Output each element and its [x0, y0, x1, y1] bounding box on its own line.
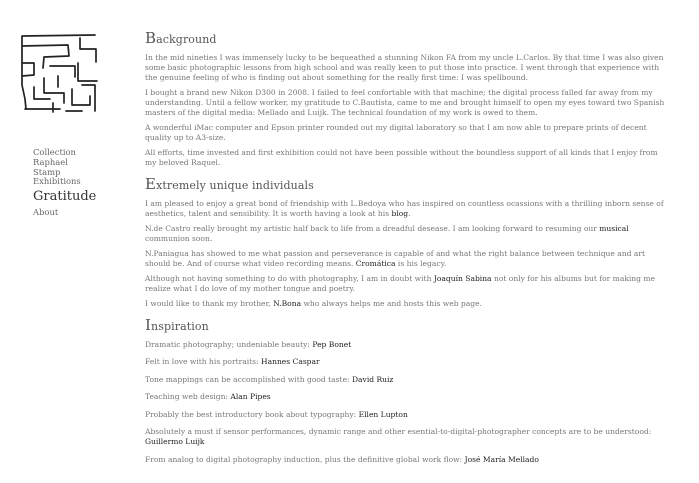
inspiration-heading [145, 316, 665, 334]
individuals-section [145, 175, 665, 309]
nav-item-raphael[interactable]: Raphael [33, 156, 68, 167]
nav-item-collection[interactable]: Collection [33, 147, 76, 157]
inspiration-section [145, 316, 665, 465]
individuals-paragraph-5 [145, 299, 665, 309]
individuals-paragraph-4 [145, 274, 665, 294]
inspiration-item-text: Tone mappings can be accomplished with good taste: [145, 374, 352, 384]
hannes-caspar-link[interactable]: Hannes Caspar [261, 357, 320, 367]
inspiration-heading-rest: nspiration [151, 319, 209, 333]
individuals-p2-text: N.de Castro really brought my artistic half back to life from a dreadful desease. I am looking forward to resuming our [145, 223, 600, 233]
inspiration-item-text: Teaching web design: [145, 392, 231, 402]
individuals-p5-text: I would like to thank my brother, [145, 298, 274, 308]
individuals-p1-text: I am pleased to enjoy a great bond of friendship with L.Bedoya who has inspired on countless ocassions with a thrilling inborn sense of aesthetics, talent and sensibility. It is worth having a look at his [145, 198, 664, 218]
individuals-p4-end: not only for his albums but for making me realize what I do love of my mother tongue and poetry. [145, 273, 656, 293]
david-ruiz-link[interactable]: David Ruiz [352, 374, 394, 384]
inspiration-item-text: From analog to digital photography induction, plus the definitive global work flow: [145, 454, 465, 464]
inspiration-item [145, 392, 665, 402]
background-section [145, 29, 665, 168]
site-logo[interactable] [20, 33, 98, 113]
individuals-paragraph-1 [145, 199, 665, 219]
individuals-p1-end: . [408, 208, 411, 218]
inspiration-item [145, 455, 665, 465]
background-heading [145, 29, 665, 47]
inspiration-item-text: Felt in love with his portraits: [145, 357, 261, 367]
nav-item-exhibitions[interactable]: Exhibitions [33, 176, 81, 187]
inspiration-heading-initial: I [145, 315, 152, 334]
inspiration-item [145, 375, 665, 385]
inspiration-item [145, 357, 665, 367]
individuals-p2-end: communion soon. [145, 233, 213, 243]
main-nav [33, 148, 133, 218]
alan-pipes-link[interactable]: Alan Pipes [230, 392, 271, 402]
background-paragraph-2: I bought a brand new Nikon D300 in 2008. I failed to feel confortable with that machine; the digital process falled far away from my understanding. Until a fellow worker, my gratitude to C.Bautista, came to me and brought himself to open my eyes toward two Spanish masters of the digital media: Mellado and Luijk. The technical foundation of my work is owed to them. [145, 87, 665, 117]
pep-bonet-link[interactable]: Pep Bonet [312, 339, 352, 349]
guillermo-luijk-link[interactable]: Guillermo Luijk [145, 437, 205, 447]
joaquin-sabina-link[interactable]: Joaquín Sabina [433, 273, 492, 283]
cromatica-link[interactable]: Cromática [355, 258, 396, 268]
background-paragraph-1: In the mid nineties I was immensely lucky to be bequeathed a stunning Nikon FA from my uncle L.Carlos. By that time I was also given some basic photographic lessons from high school and was really keen to put those into practice. I went through that experience with the genuine feeling of who is finding out about something for the really first time: I was spellbound. [145, 53, 664, 82]
inspiration-item-text: Absolutely a must if sensor performances, dynamic range and other esential-to-digital-photographer concepts are to be understood: [145, 427, 652, 437]
background-paragraph-4: All efforts, time invested and first exhibition could not have been possible without the boundless support of all kinds that I enjoy from my beloved Raquel. [145, 147, 658, 167]
individuals-p3-end: is his legacy. [395, 258, 447, 268]
background-heading-initial: B [145, 29, 157, 47]
inspiration-item [145, 410, 665, 420]
site-logo-icon [20, 33, 98, 113]
ellen-lupton-link[interactable]: Ellen Lupton [358, 409, 408, 419]
individuals-p4-text: Although not having something to do with photography, I am in doubt with [145, 273, 434, 283]
individuals-heading-rest: xtremely unique individuals [156, 178, 314, 192]
individuals-paragraph-2 [145, 224, 665, 244]
main-content [145, 29, 665, 472]
jose-maria-mellado-link[interactable]: José María Mellado [464, 454, 539, 464]
individuals-p3-text: N.Paniagua has showed to me what passion and perseverance is capable of and what the right balance between technique and art should be. And of course what video recording means. [145, 248, 646, 268]
inspiration-item [145, 340, 665, 350]
individuals-paragraph-3 [145, 249, 665, 269]
nav-item-about[interactable]: About [33, 207, 59, 218]
individuals-heading [145, 175, 665, 193]
individuals-p5-end: who always helps me and hosts this web page. [301, 298, 482, 308]
n-bona-link[interactable]: N.Bona [273, 298, 302, 308]
individuals-heading-initial: E [145, 174, 157, 193]
background-heading-rest: ackground [156, 33, 217, 46]
nav-item-stamp[interactable]: Stamp [33, 166, 61, 177]
inspiration-item-text: Probably the best introductory book about typography: [145, 409, 359, 419]
inspiration-item [145, 427, 665, 447]
background-paragraph-3: A wonderful iMac computer and Epson printer rounded out my digital laboratory so that I am now able to prepare prints of decent quality up to A3-size. [145, 122, 647, 142]
musical-link[interactable]: musical [599, 223, 629, 233]
nav-item-gratitude[interactable]: Gratitude [33, 189, 97, 205]
blog-link[interactable]: blog [391, 208, 409, 218]
inspiration-item-text: Dramatic photography; undeniable beauty: [145, 339, 313, 349]
